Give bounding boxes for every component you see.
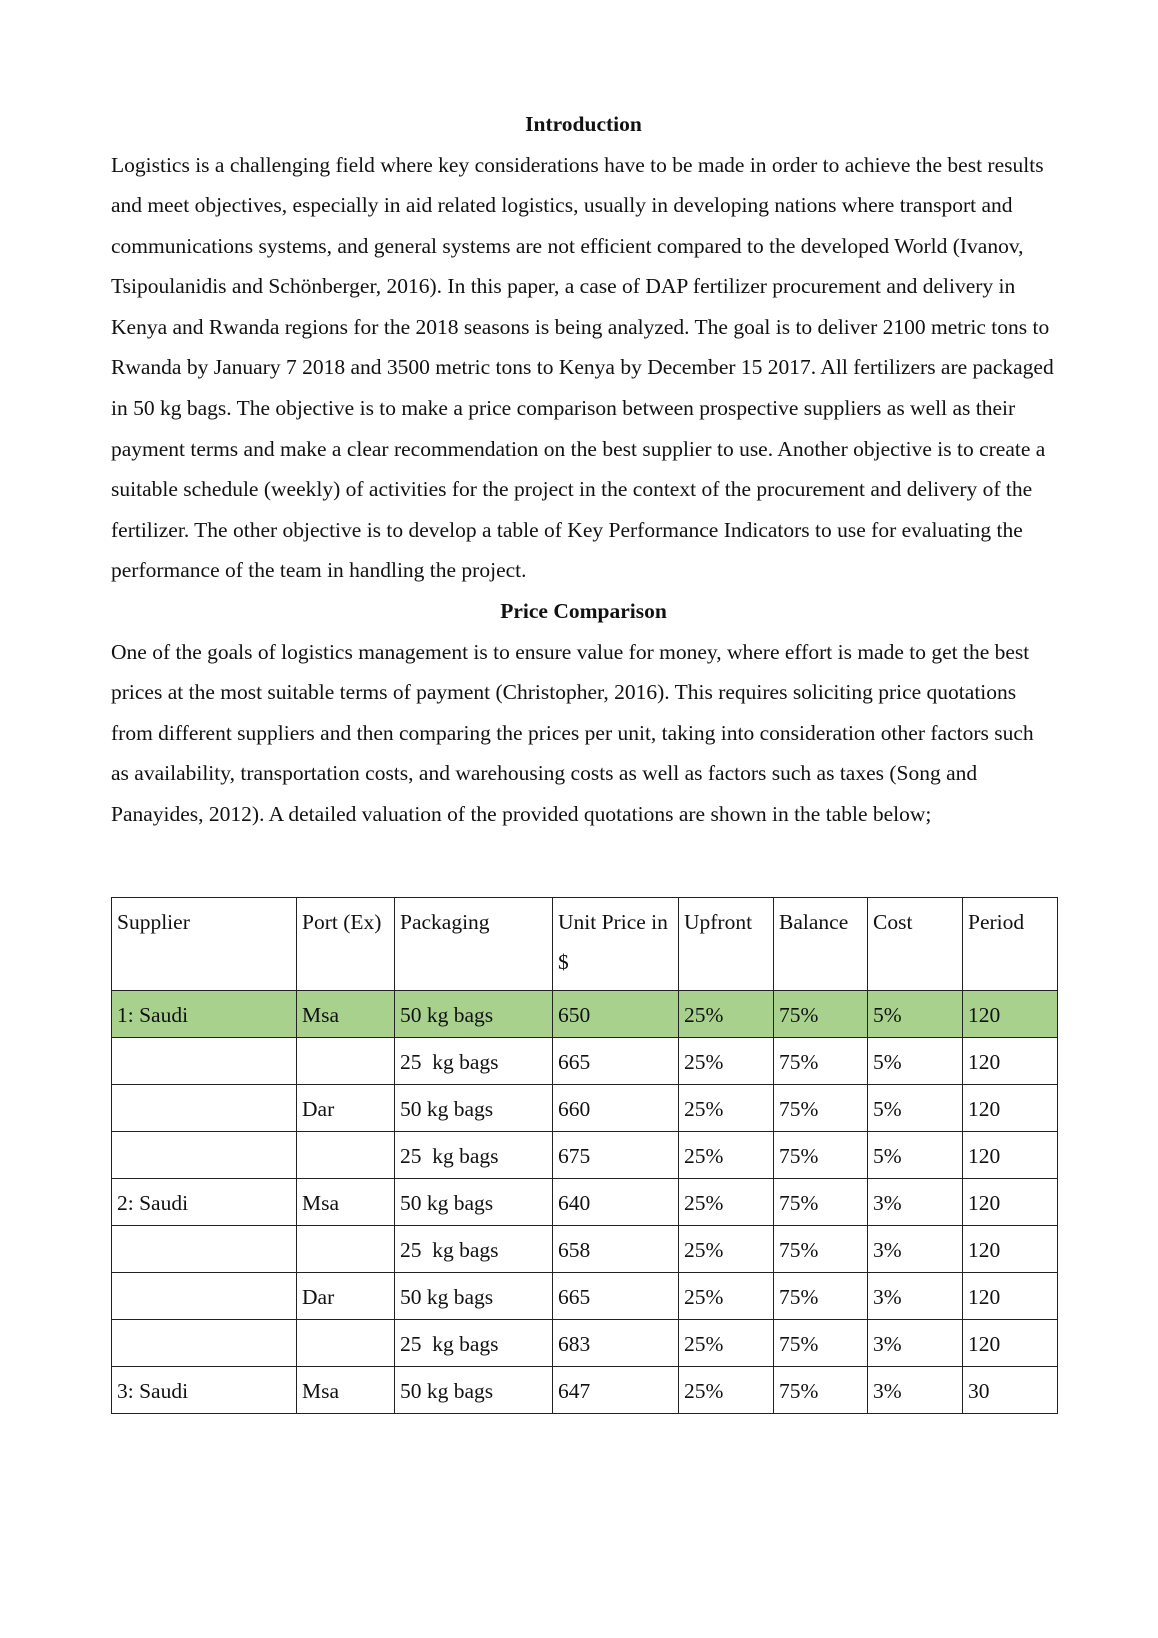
cell-unit-price: 650 [553,990,679,1037]
cell-cost: 3% [868,1225,963,1272]
cell-port: Msa [297,1366,395,1413]
cell-packaging: 50 kg bags [395,990,553,1037]
cell-supplier: 3: Saudi [112,1366,297,1413]
cell-period: 120 [963,1131,1058,1178]
cell-unit-price: 665 [553,1272,679,1319]
cell-supplier [112,1084,297,1131]
cell-cost: 5% [868,1131,963,1178]
header-unit-price: Unit Price in $ [553,897,679,990]
cell-port: Msa [297,1178,395,1225]
cell-packaging: 25 kg bags [395,1319,553,1366]
header-supplier: Supplier [112,897,297,990]
cell-balance: 75% [774,1272,868,1319]
cell-port: Dar [297,1272,395,1319]
cell-upfront: 25% [679,1131,774,1178]
cell-upfront: 25% [679,1272,774,1319]
cell-upfront: 25% [679,1225,774,1272]
price-comparison-paragraph: One of the goals of logistics management is to ensure value for money, where effort is made to get the best prices at the most suitable terms of payment (Christopher, 2016). This requires soliciting price quotations from different suppliers and then comparing the prices per unit, taking into consideration other factors such as availability, transportation costs, and warehousing costs as well as factors such as taxes (Song and Panayides, 2012). A detailed valuation of the provided quotations are shown in the table below; [111,639,1034,826]
cell-port: Dar [297,1084,395,1131]
cell-port [297,1037,395,1084]
cell-balance: 75% [774,990,868,1037]
cell-cost: 5% [868,990,963,1037]
cell-packaging: 50 kg bags [395,1272,553,1319]
cell-period: 120 [963,1037,1058,1084]
header-packaging: Packaging [395,897,553,990]
cell-supplier: 2: Saudi [112,1178,297,1225]
cell-upfront: 25% [679,1084,774,1131]
cell-cost: 3% [868,1272,963,1319]
cell-supplier [112,1272,297,1319]
cell-unit-price: 683 [553,1319,679,1366]
header-balance: Balance [774,897,868,990]
cell-supplier [112,1131,297,1178]
cell-unit-price: 640 [553,1178,679,1225]
document-page [111,104,1056,1414]
table-row [112,990,1058,1037]
cell-packaging: 25 kg bags [395,1131,553,1178]
cell-period: 120 [963,1084,1058,1131]
cell-period: 120 [963,1272,1058,1319]
cell-balance: 75% [774,1225,868,1272]
cell-port [297,1225,395,1272]
cell-balance: 75% [774,1366,868,1413]
cell-supplier [112,1319,297,1366]
cell-packaging: 50 kg bags [395,1084,553,1131]
cell-unit-price: 658 [553,1225,679,1272]
cell-port [297,1319,395,1366]
cell-unit-price: 675 [553,1131,679,1178]
table-row [112,1037,1058,1084]
introduction-paragraph: Logistics is a challenging field where key considerations have to be made in order to achieve the best results and meet objectives, especially in aid related logistics, usually in developing nations where transport and communications systems, and general systems are not efficient compared to the developed World (Ivanov, Tsipoulanidis and Schönberger, 2016). In this paper, a case of DAP fertilizer procurement and delivery in Kenya and Rwanda regions for the 2018 seasons is being analyzed. The goal is to deliver 2100 metric tons to Rwanda by January 7 2018 and 3500 metric tons to Kenya by December 15 2017. All fertilizers are packaged in 50 kg bags. The objective is to make a price comparison between prospective suppliers as well as their payment terms and make a clear recommendation on the best supplier to use. Another objective is to create a suitable schedule (weekly) of activities for the project in the context of the procurement and delivery of the fertilizer. The other objective is to develop a table of Key Performance Indicators to use for evaluating the performance of the team in handling the project. [111,152,1054,583]
cell-upfront: 25% [679,1037,774,1084]
cell-packaging: 50 kg bags [395,1178,553,1225]
cell-port [297,1131,395,1178]
cell-cost: 3% [868,1366,963,1413]
cell-supplier [112,1225,297,1272]
cell-upfront: 25% [679,1319,774,1366]
cell-period: 120 [963,1319,1058,1366]
price-comparison-heading: Price Comparison [500,599,667,624]
cell-unit-price: 647 [553,1366,679,1413]
cell-balance: 75% [774,1037,868,1084]
table-row [112,1319,1058,1366]
cell-packaging: 50 kg bags [395,1366,553,1413]
cell-upfront: 25% [679,990,774,1037]
cell-upfront: 25% [679,1178,774,1225]
cell-balance: 75% [774,1178,868,1225]
table-row [112,1225,1058,1272]
cell-packaging: 25 kg bags [395,1037,553,1084]
cell-unit-price: 665 [553,1037,679,1084]
cell-period: 120 [963,1225,1058,1272]
table-row [112,1272,1058,1319]
spacer [111,835,1056,897]
cell-port: Msa [297,990,395,1037]
header-cost: Cost [868,897,963,990]
table-row [112,1178,1058,1225]
cell-period: 120 [963,990,1058,1037]
cell-packaging: 25 kg bags [395,1225,553,1272]
cell-cost: 5% [868,1084,963,1131]
header-period: Period [963,897,1058,990]
cell-cost: 3% [868,1319,963,1366]
header-port: Port (Ex) [297,897,395,990]
cell-supplier: 1: Saudi [112,990,297,1037]
price-comparison-table [111,897,1058,1414]
cell-balance: 75% [774,1131,868,1178]
cell-period: 30 [963,1366,1058,1413]
table-row [112,1366,1058,1413]
header-upfront: Upfront [679,897,774,990]
cell-balance: 75% [774,1084,868,1131]
cell-upfront: 25% [679,1366,774,1413]
table-header-row [112,897,1058,990]
cell-unit-price: 660 [553,1084,679,1131]
cell-cost: 5% [868,1037,963,1084]
table-row [112,1131,1058,1178]
cell-period: 120 [963,1178,1058,1225]
table-row [112,1084,1058,1131]
introduction-heading: Introduction [525,112,642,136]
cell-balance: 75% [774,1319,868,1366]
cell-cost: 3% [868,1178,963,1225]
cell-supplier [112,1037,297,1084]
